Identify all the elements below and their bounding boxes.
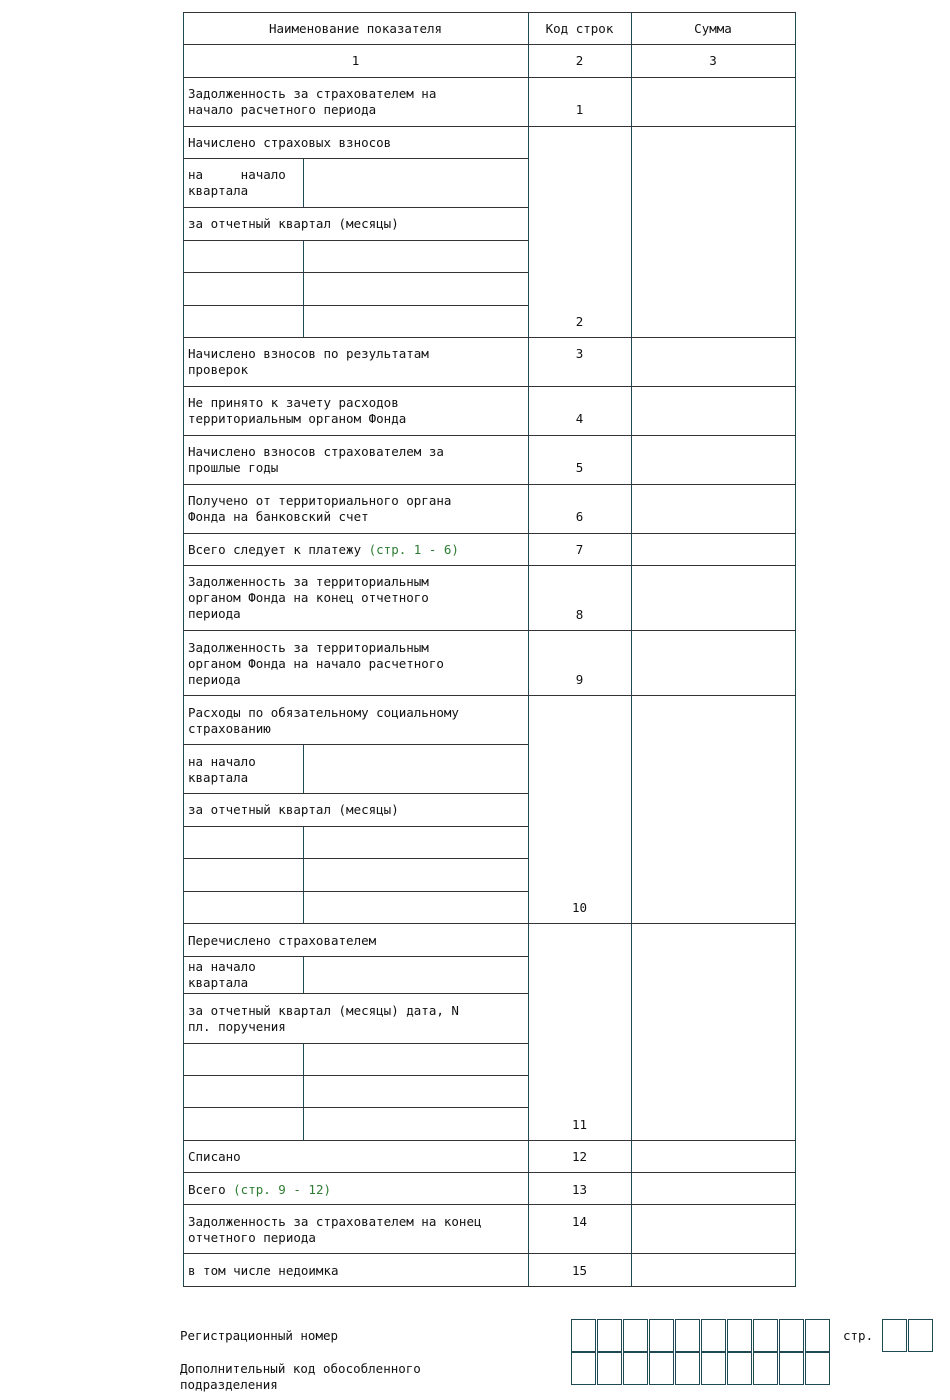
page-number-boxes[interactable] — [882, 1319, 934, 1352]
sub-line — [183, 744, 528, 745]
colnum-1: 1 — [351, 53, 360, 68]
row-2-sub-start: на начало квартала — [188, 167, 286, 198]
row-7-label-main: Всего следует к платежу — [188, 542, 369, 557]
row-15-code: 15 — [571, 1263, 588, 1278]
extra-code-box[interactable] — [701, 1352, 726, 1385]
reg-number-box[interactable] — [805, 1319, 830, 1352]
reg-number-box[interactable] — [649, 1319, 674, 1352]
row-line — [183, 435, 796, 436]
sub-line — [183, 993, 528, 994]
subcol-divider — [303, 826, 304, 923]
extra-code-boxes[interactable] — [571, 1352, 831, 1385]
extra-code-box[interactable] — [571, 1352, 596, 1385]
row-4-label: Не принято к зачету расходов территориальным органом Фонда — [188, 395, 407, 426]
row-5-label: Начислено взносов страхователем за прошлые годы — [188, 444, 444, 475]
row-line — [183, 1286, 796, 1287]
row-line — [183, 923, 796, 924]
sub-line — [183, 858, 528, 859]
row-line — [183, 533, 796, 534]
row-7-code: 7 — [575, 542, 584, 557]
extra-code-box[interactable] — [753, 1352, 778, 1385]
reg-number-box[interactable] — [597, 1319, 622, 1352]
row-10-sub-start: на начало квартала — [188, 754, 256, 785]
row-line — [183, 565, 796, 566]
sub-line — [183, 891, 528, 892]
extra-code-box[interactable] — [805, 1352, 830, 1385]
extra-code-box[interactable] — [597, 1352, 622, 1385]
row-10-sub-quarter: за отчетный квартал (месяцы) — [188, 802, 399, 817]
row-14-code: 14 — [571, 1214, 588, 1229]
sub-line — [183, 305, 528, 306]
reg-number-box[interactable] — [727, 1319, 752, 1352]
reg-number-boxes[interactable] — [571, 1319, 831, 1352]
reg-number-box[interactable] — [675, 1319, 700, 1352]
row-line — [183, 1140, 796, 1141]
row-line — [183, 126, 796, 127]
row-7-label — [183, 540, 528, 560]
extra-code-box[interactable] — [779, 1352, 804, 1385]
subcol-divider — [303, 240, 304, 337]
row-6-code: 6 — [575, 509, 584, 524]
subcol-divider — [303, 745, 304, 794]
row-9-label: Задолженность за территориальным органом Фонда на начало расчетного периода — [188, 640, 444, 687]
header-code: Код строк — [545, 21, 614, 36]
header-sum: Сумма — [694, 21, 732, 36]
row-4-code: 4 — [575, 411, 584, 426]
row-10-label: Расходы по обязательному социальному страхованию — [188, 705, 459, 736]
reg-number-box[interactable] — [571, 1319, 596, 1352]
sub-line — [183, 1043, 528, 1044]
extra-code-box[interactable] — [623, 1352, 648, 1385]
header-name: Наименование показателя — [268, 21, 443, 36]
row-9-code: 9 — [575, 672, 584, 687]
subcol-divider — [303, 159, 304, 208]
row-13-label-main: Всего — [188, 1182, 234, 1197]
row-11-sub-start: на начало квартала — [188, 959, 256, 990]
row-line — [183, 1204, 796, 1205]
reg-number-box[interactable] — [753, 1319, 778, 1352]
page-label: стр. — [843, 1328, 874, 1343]
row-5-code: 5 — [575, 460, 584, 475]
row-10-code: 10 — [571, 900, 588, 915]
row-line — [183, 630, 796, 631]
subcol-divider — [303, 1043, 304, 1140]
sub-line — [183, 793, 528, 794]
row-8-label: Задолженность за территориальным органом Фонда на конец отчетного периода — [188, 574, 429, 621]
row-1-code: 1 — [575, 102, 584, 117]
subcol-divider — [303, 957, 304, 993]
colnum-3: 3 — [709, 53, 717, 68]
row-line — [183, 1172, 796, 1173]
reg-number-box[interactable] — [779, 1319, 804, 1352]
row-line — [183, 44, 796, 45]
row-3-code: 3 — [575, 346, 584, 361]
row-3-label: Начислено взносов по результатам проверок — [188, 346, 429, 377]
row-7-label-ref: (стр. 1 - 6) — [368, 542, 459, 557]
row-line — [183, 337, 796, 338]
row-line — [183, 695, 796, 696]
table-border-col3 — [631, 12, 632, 1286]
row-13-label — [183, 1180, 528, 1200]
sub-line — [183, 1075, 528, 1076]
row-line — [183, 1253, 796, 1254]
row-line — [183, 386, 796, 387]
reg-number-box[interactable] — [701, 1319, 726, 1352]
row-13-code: 13 — [571, 1182, 588, 1197]
row-11-sub-quarter: за отчетный квартал (месяцы) дата, N пл. поручения — [188, 1003, 459, 1034]
row-line — [183, 484, 796, 485]
row-2-label: Начислено страховых взносов — [188, 135, 392, 150]
row-12-code: 12 — [571, 1149, 588, 1164]
extra-code-box[interactable] — [649, 1352, 674, 1385]
extra-code-box[interactable] — [727, 1352, 752, 1385]
sub-line — [183, 240, 528, 241]
row-line — [183, 12, 796, 13]
table-border-right — [795, 12, 796, 1286]
reg-number-label: Регистрационный номер — [180, 1328, 339, 1343]
sub-line — [183, 1107, 528, 1108]
row-1-label: Задолженность за страхователем на начало расчетного периода — [188, 86, 437, 117]
sub-line — [183, 158, 528, 159]
reg-number-box[interactable] — [623, 1319, 648, 1352]
row-12-label: Списано — [188, 1149, 241, 1164]
row-line — [183, 77, 796, 78]
row-14-label: Задолженность за страхователем на конец отчетного периода — [188, 1214, 482, 1245]
table-border-col2 — [528, 12, 529, 1286]
page-number-box[interactable] — [908, 1319, 933, 1352]
extra-code-box[interactable] — [675, 1352, 700, 1385]
row-13-label-ref: (стр. 9 - 12) — [233, 1182, 331, 1197]
extra-code-label: Дополнительный код обособленного подразделения — [180, 1361, 421, 1392]
page-number-box[interactable] — [882, 1319, 907, 1352]
row-2-sub-quarter: за отчетный квартал (месяцы) — [188, 216, 399, 231]
row-11-label: Перечислено страхователем — [188, 933, 377, 948]
colnum-2: 2 — [575, 53, 584, 68]
sub-line — [183, 272, 528, 273]
row-11-code: 11 — [571, 1117, 588, 1132]
sub-line — [183, 207, 528, 208]
row-15-label: в том числе недоимка — [188, 1263, 339, 1278]
row-8-code: 8 — [575, 607, 584, 622]
row-2-code: 2 — [575, 314, 584, 329]
sub-line — [183, 826, 528, 827]
row-6-label: Получено от территориального органа Фонда на банковский счет — [188, 493, 452, 524]
